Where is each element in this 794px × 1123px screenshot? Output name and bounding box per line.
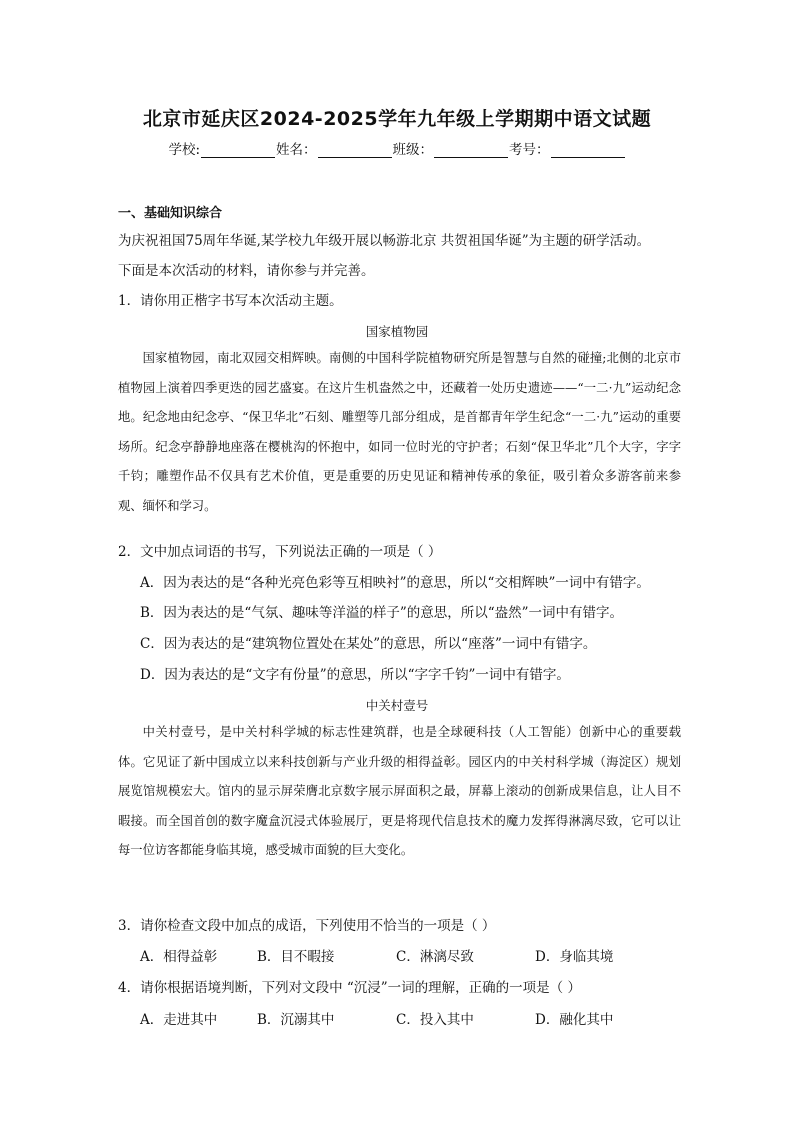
question-1: 1．请你用正楷字书写本次活动主题。 bbox=[118, 293, 343, 309]
intro-line-2: 下面是本次活动的材料，请你参与并完善。 bbox=[118, 263, 375, 279]
school-label: 学校: bbox=[168, 142, 201, 158]
q3-option-b: B．目不暇接 bbox=[257, 949, 335, 965]
q4-option-a: A．走进其中 bbox=[140, 1012, 218, 1028]
passage-1-title: 国家植物园 bbox=[365, 324, 429, 339]
passage-1-text: 国家植物园，南北双园交相辉映。南侧的中国科学院植物研究所是智慧与自然的碰撞;北侧的北京市植物园上演着四季更迭的园艺盛宴。在这片生机盎然之中，还藏着一处历史遗迹——“一二·九”运动纪念地。纪念地由纪念亭、“保卫华北”石刻、雕塑等几部分组成，是首都青年学生纪念“一二·九”运动的重要场所。纪念亭静静地座落在樱桃沟的怀抱中，如同一位时光的守护者；石刻“保卫华北”几个大字，字字千钧；雕塑作品不仅具有艺术价值，更是重要的历史见证和精神传承的象征，吸引着众多游客前来参观、缅怀和学习。 bbox=[118, 351, 681, 513]
question-4: 4．请你根据语境判断，下列对文段中 “沉浸”一词的理解，正确的一项是（ ） bbox=[118, 980, 581, 996]
section-heading: 一、基础知识综合 bbox=[118, 206, 223, 221]
q3-option-c: C．淋漓尽致 bbox=[396, 949, 474, 965]
passage-2-text: 中关村壹号，是中关村科学城的标志性建筑群，也是全球硬科技（人工智能）创新中心的重要载体。它见证了新中国成立以来科技创新与产业升级的相得益彰。园区内的中关村科学城（海淀区）规划展览馆规模宏大。馆内的显示屏荣膺北京数字展示屏面积之最，屏幕上滚动的创新成果信息，让人目不暇接。而全国首创的数字魔盒沉浸式体验展厅，更是将现代信息技术的魔力发挥得淋漓尽致，它可以让每一位访客都能身临其境，感受城市面貌的巨大变化。 bbox=[118, 725, 681, 858]
q2-option-a: A．因为表达的是“各种光亮色彩等互相映衬”的意思，所以“交相辉映”一词中有错字。 bbox=[140, 575, 650, 591]
q4-option-b: B．沉溺其中 bbox=[257, 1012, 335, 1028]
question-2: 2．文中加点词语的书写，下列说法正确的一项是（ ） bbox=[118, 544, 442, 560]
q3-option-a: A．相得益彰 bbox=[140, 949, 218, 965]
question-3: 3．请你检查文段中加点的成语，下列使用不恰当的一项是（ ） bbox=[118, 918, 496, 934]
q4-option-c: C．投入其中 bbox=[396, 1012, 474, 1028]
class-label: 班级： bbox=[392, 142, 434, 158]
class-blank bbox=[434, 143, 508, 158]
intro-line-1: 为庆祝祖国75周年华诞,某学校九年级开展以畅游北京 共贺祖国华诞”为主题的研学活动。 bbox=[118, 233, 651, 249]
student-info-line bbox=[0, 138, 794, 158]
exam-number-label: 考号： bbox=[509, 142, 550, 158]
q3-option-d: D．身临其境 bbox=[535, 949, 614, 965]
q2-option-b: B．因为表达的是“气氛、趣味等洋溢的样子”的意思，所以“盎然”一词中有错字。 bbox=[140, 605, 624, 621]
q2-option-d: D．因为表达的是“文字有份量”的意思，所以“字字千钧”一词中有错字。 bbox=[140, 667, 570, 683]
passage-2-title: 中关村壹号 bbox=[365, 698, 429, 713]
q4-option-d: D．融化其中 bbox=[535, 1012, 614, 1028]
name-blank bbox=[318, 143, 392, 158]
exam-title: 北京市延庆区2024-2025学年九年级上学期期中语文试题 bbox=[142, 108, 652, 130]
q2-option-c: C．因为表达的是“建筑物位置处在某处”的意思，所以“座落”一词中有错字。 bbox=[140, 636, 597, 652]
exam-number-blank bbox=[551, 143, 625, 158]
name-label: 姓名： bbox=[276, 142, 317, 158]
school-blank bbox=[201, 143, 275, 158]
